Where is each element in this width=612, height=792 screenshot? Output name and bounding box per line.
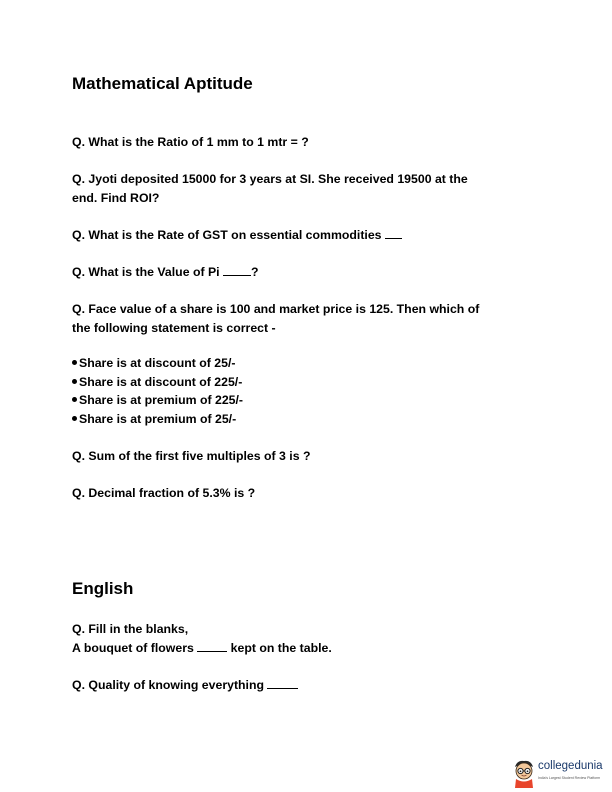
math-question-4: Q. What is the Value of Pi ? (72, 265, 259, 279)
math-question-2: Q. Jyoti deposited 15000 for 3 years at SI. She received 19500 at the end. Find ROI? (72, 172, 468, 205)
math-question-3: Q. What is the Rate of GST on essential commodities (72, 226, 542, 245)
bullet-icon (72, 416, 77, 421)
collegedunia-logo (511, 758, 611, 790)
logo-wordmark: collegedunia (538, 760, 603, 772)
math-question-1: Q. What is the Ratio of 1 mm to 1 mtr = ? (72, 135, 309, 149)
answer-options (72, 354, 243, 428)
math-question-5: Q. Face value of a share is 100 and market price is 125. Then which of the following statement is correct - (72, 302, 480, 335)
answer-blank (197, 650, 227, 652)
option-item: Share is at discount of 25/- (72, 354, 243, 373)
english-question-2: Q. Quality of knowing everything (72, 676, 542, 695)
answer-blank (267, 687, 298, 689)
bullet-icon (72, 360, 77, 365)
bullet-icon (72, 397, 77, 402)
option-item: Share is at discount of 225/- (72, 373, 243, 392)
answer-blank (223, 274, 251, 276)
section-heading-math: Mathematical Aptitude (72, 74, 253, 93)
answer-blank (385, 237, 402, 239)
section-heading-english: English (72, 579, 134, 598)
math-question-6: Q. Sum of the first five multiples of 3 is ? (72, 449, 311, 463)
mascot-icon (511, 758, 537, 788)
math-question-7: Q. Decimal fraction of 5.3% is ? (72, 486, 256, 500)
logo-tagline: India's Largest Student Review Platform (538, 776, 601, 780)
option-item: Share is at premium of 225/- (72, 391, 243, 410)
option-item: Share is at premium of 25/- (72, 410, 243, 429)
english-question-1: Q. Fill in the blanks, A bouquet of flowers kept on the table. (72, 622, 332, 655)
bullet-icon (72, 379, 77, 384)
